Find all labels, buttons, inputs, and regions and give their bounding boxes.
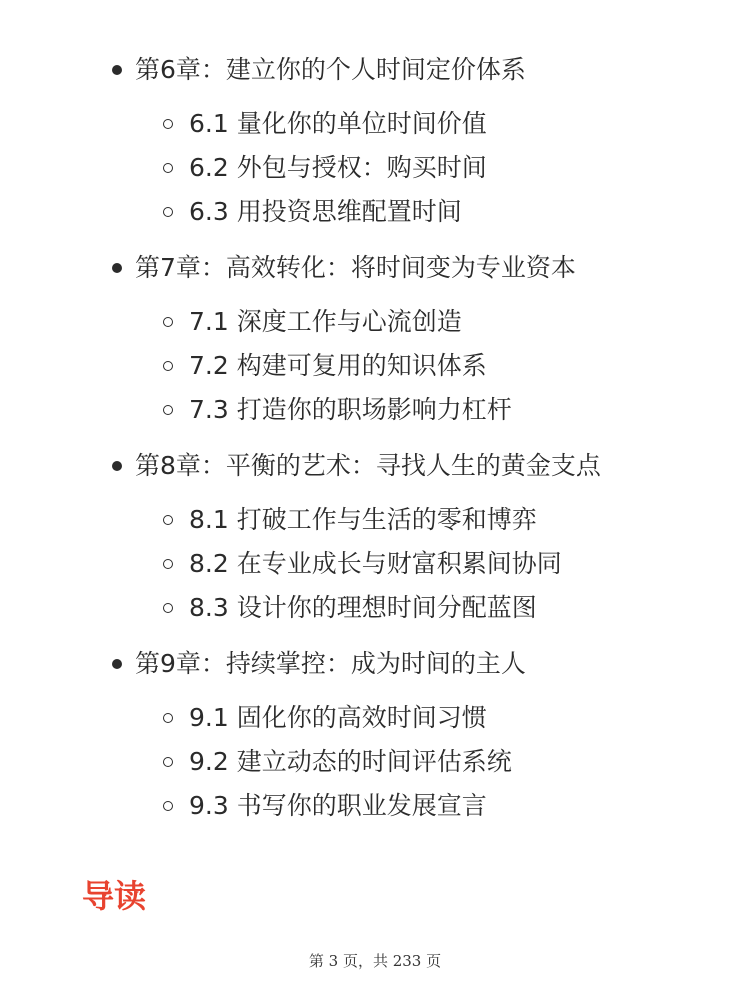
filled-bullet-icon <box>112 461 122 471</box>
filled-bullet-icon <box>112 263 122 273</box>
section-title: 6.2 外包与授权：购买时间 <box>189 153 487 182</box>
chapter-title: 第9章：持续掌控：成为时间的主人 <box>135 649 526 678</box>
chapter-title: 第8章：平衡的艺术：寻找人生的黄金支点 <box>135 451 601 480</box>
page-footer: 第 3 页，共 233 页 <box>308 952 442 970</box>
section-title: 7.1 深度工作与心流创造 <box>189 307 462 336</box>
section-title: 7.2 构建可复用的知识体系 <box>189 351 487 380</box>
section-list <box>0 498 750 630</box>
section-list <box>0 696 750 828</box>
section-title: 6.3 用投资思维配置时间 <box>189 197 462 226</box>
section-title: 8.2 在专业成长与财富积累间协同 <box>189 549 562 578</box>
section-item <box>189 300 750 344</box>
section-list <box>0 300 750 432</box>
table-of-contents <box>0 46 750 838</box>
section-item <box>189 740 750 784</box>
section-list <box>0 102 750 234</box>
chapter-item <box>135 244 750 292</box>
hollow-bullet-icon <box>163 207 173 217</box>
section-item <box>189 102 750 146</box>
section-item <box>189 146 750 190</box>
section-item <box>189 542 750 586</box>
hollow-bullet-icon <box>163 405 173 415</box>
section-title: 8.3 设计你的理想时间分配蓝图 <box>189 593 537 622</box>
section-item <box>189 784 750 828</box>
hollow-bullet-icon <box>163 801 173 811</box>
section-item <box>189 498 750 542</box>
section-title: 6.1 量化你的单位时间价值 <box>189 109 487 138</box>
hollow-bullet-icon <box>163 119 173 129</box>
hollow-bullet-icon <box>163 515 173 525</box>
section-item <box>189 190 750 234</box>
hollow-bullet-icon <box>163 317 173 327</box>
chapter-item <box>135 640 750 688</box>
section-item <box>189 696 750 740</box>
intro-heading: 导读 <box>82 877 147 915</box>
section-item <box>189 586 750 630</box>
section-title: 7.3 打造你的职场影响力杠杆 <box>189 395 512 424</box>
section-title: 8.1 打破工作与生活的零和博弈 <box>189 505 537 534</box>
section-item <box>189 388 750 432</box>
section-title: 9.2 建立动态的时间评估系统 <box>189 747 512 776</box>
hollow-bullet-icon <box>163 757 173 767</box>
chapter-title: 第7章：高效转化：将时间变为专业资本 <box>135 253 576 282</box>
section-item <box>189 344 750 388</box>
chapter-item <box>135 442 750 490</box>
chapter-block <box>0 442 750 630</box>
section-title: 9.3 书写你的职业发展宣言 <box>189 791 487 820</box>
hollow-bullet-icon <box>163 361 173 371</box>
section-title: 9.1 固化你的高效时间习惯 <box>189 703 487 732</box>
hollow-bullet-icon <box>163 713 173 723</box>
chapter-block <box>0 46 750 234</box>
filled-bullet-icon <box>112 65 122 75</box>
hollow-bullet-icon <box>163 559 173 569</box>
chapter-block <box>0 640 750 828</box>
chapter-block <box>0 244 750 432</box>
chapter-title: 第6章：建立你的个人时间定价体系 <box>135 55 526 84</box>
filled-bullet-icon <box>112 659 122 669</box>
hollow-bullet-icon <box>163 603 173 613</box>
chapter-item <box>135 46 750 94</box>
hollow-bullet-icon <box>163 163 173 173</box>
